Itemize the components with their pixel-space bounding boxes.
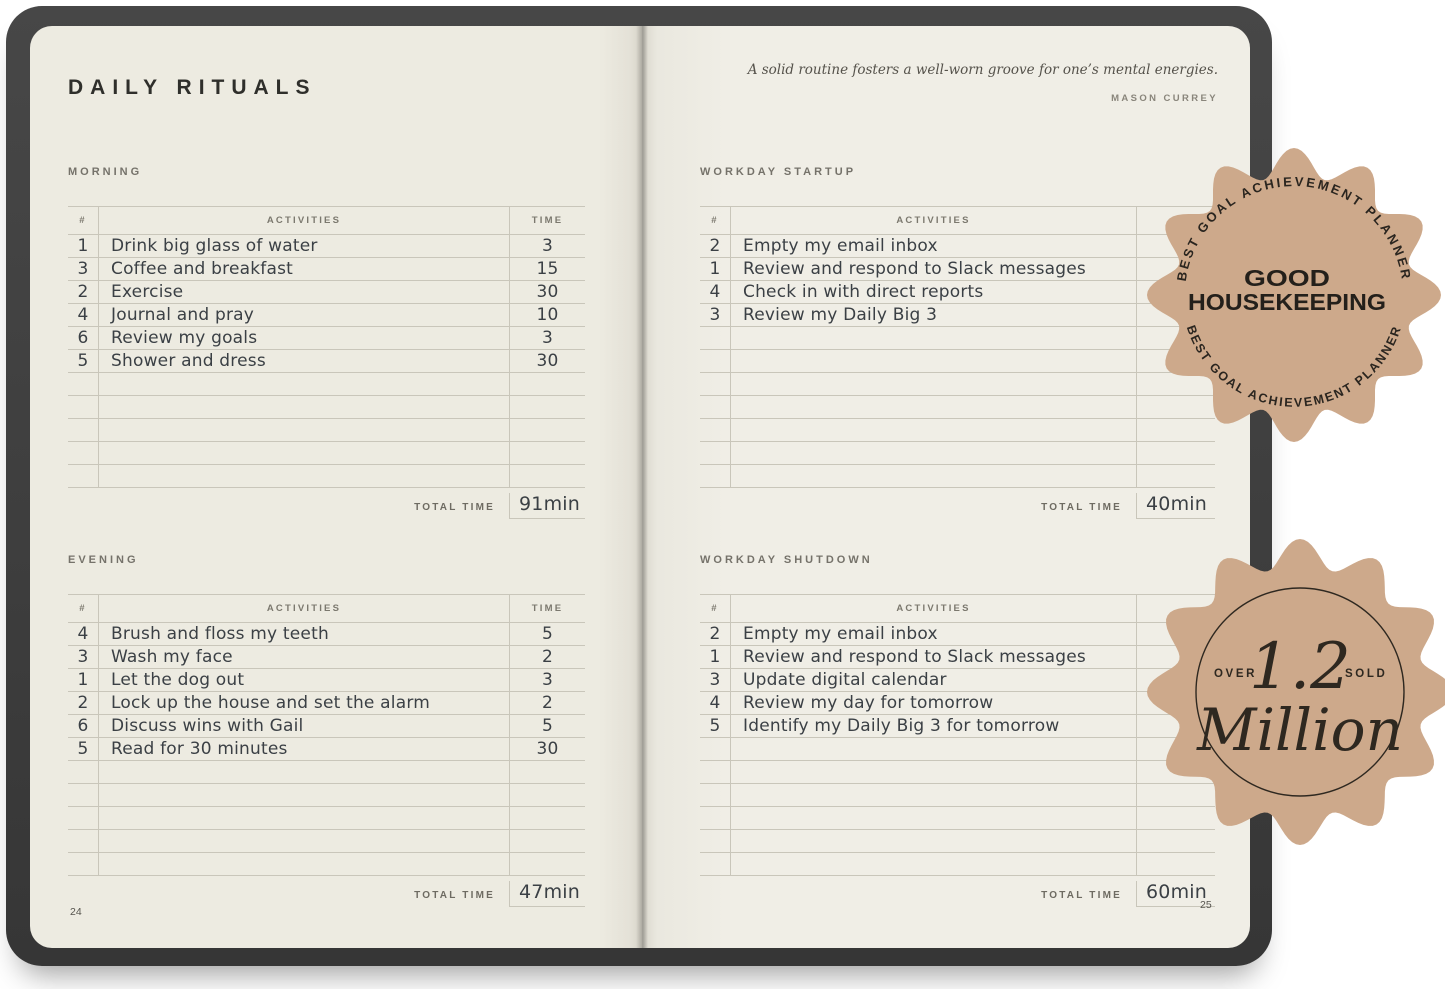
table-empty-row bbox=[68, 419, 585, 442]
table-empty-row bbox=[68, 784, 585, 807]
row-time: 2 bbox=[541, 693, 554, 713]
table-empty-row bbox=[700, 761, 1215, 784]
row-priority-number bbox=[700, 830, 731, 852]
section-label-evening: EVENING bbox=[68, 554, 139, 566]
row-activity bbox=[731, 442, 1137, 464]
badge-center-line1: GOOD bbox=[1244, 265, 1330, 291]
table-empty-row bbox=[700, 738, 1215, 761]
row-time: 10 bbox=[536, 305, 559, 325]
workday-shutdown-total-row bbox=[700, 879, 1215, 907]
row-time bbox=[1137, 465, 1215, 487]
col-header-time: TIME bbox=[531, 603, 564, 614]
row-activity: Shower and dress bbox=[99, 350, 510, 372]
row-priority-number: 2 bbox=[700, 623, 731, 645]
row-time bbox=[510, 442, 585, 464]
table-empty-row bbox=[68, 396, 585, 419]
badge-million-text: Million bbox=[1197, 696, 1403, 764]
row-priority-number bbox=[700, 350, 731, 372]
row-priority-number: 3 bbox=[700, 669, 731, 691]
col-header-num: # bbox=[68, 207, 99, 234]
table-empty-row bbox=[700, 784, 1215, 807]
table-row bbox=[700, 281, 1215, 304]
total-time-label: TOTAL TIME bbox=[414, 502, 495, 513]
row-priority-number: 4 bbox=[700, 692, 731, 714]
row-time: 3 bbox=[541, 328, 554, 348]
table-empty-row bbox=[700, 853, 1215, 876]
row-priority-number: 1 bbox=[68, 669, 99, 691]
row-activity bbox=[731, 807, 1137, 829]
row-priority-number: 4 bbox=[68, 304, 99, 326]
row-priority-number: 1 bbox=[68, 235, 99, 257]
row-activity bbox=[731, 465, 1137, 487]
col-header-time: TIME bbox=[531, 215, 564, 226]
row-activity: Read for 30 minutes bbox=[99, 738, 510, 760]
total-time-label: TOTAL TIME bbox=[414, 890, 495, 901]
row-priority-number bbox=[68, 853, 99, 875]
row-priority-number bbox=[700, 761, 731, 783]
row-time bbox=[510, 853, 585, 875]
row-time bbox=[510, 419, 585, 441]
row-priority-number: 3 bbox=[68, 646, 99, 668]
table-header-row bbox=[700, 207, 1215, 235]
row-activity bbox=[99, 761, 510, 783]
row-priority-number: 5 bbox=[700, 715, 731, 737]
row-activity bbox=[99, 442, 510, 464]
evening-total-row bbox=[68, 879, 585, 907]
col-header-num: # bbox=[700, 595, 731, 622]
section-morning bbox=[68, 166, 585, 519]
morning-total-row bbox=[68, 491, 585, 519]
row-activity: Discuss wins with Gail bbox=[99, 715, 510, 737]
table-empty-row bbox=[700, 350, 1215, 373]
row-priority-number bbox=[700, 373, 731, 395]
morning-table bbox=[68, 206, 585, 488]
row-time: 15 bbox=[536, 259, 559, 279]
row-priority-number bbox=[700, 419, 731, 441]
row-activity: Identify my Daily Big 3 for tomorrow bbox=[731, 715, 1137, 737]
table-row bbox=[68, 623, 585, 646]
total-time-label: TOTAL TIME bbox=[1041, 890, 1122, 901]
row-time: 5 bbox=[541, 716, 554, 736]
row-priority-number bbox=[68, 807, 99, 829]
row-priority-number: 2 bbox=[68, 692, 99, 714]
total-time-value: 91min bbox=[509, 493, 585, 519]
row-priority-number: 2 bbox=[68, 281, 99, 303]
row-time bbox=[510, 396, 585, 418]
row-activity bbox=[99, 853, 510, 875]
table-empty-row bbox=[68, 465, 585, 488]
row-time bbox=[510, 761, 585, 783]
row-activity bbox=[99, 807, 510, 829]
table-row bbox=[700, 669, 1215, 692]
row-activity: Review and respond to Slack messages bbox=[731, 646, 1137, 668]
notebook-spine bbox=[636, 26, 648, 948]
row-priority-number bbox=[700, 853, 731, 875]
row-priority-number bbox=[700, 327, 731, 349]
row-time bbox=[510, 465, 585, 487]
total-time-value: 60min bbox=[1136, 881, 1215, 907]
page-number-left: 24 bbox=[70, 906, 82, 918]
section-workday-startup bbox=[700, 166, 1215, 519]
table-row bbox=[68, 715, 585, 738]
row-priority-number bbox=[700, 784, 731, 806]
table-empty-row bbox=[700, 419, 1215, 442]
row-activity: Brush and floss my teeth bbox=[99, 623, 510, 645]
row-priority-number bbox=[700, 807, 731, 829]
page-number-right: 25 bbox=[1200, 899, 1212, 911]
row-activity bbox=[731, 419, 1137, 441]
row-priority-number bbox=[68, 373, 99, 395]
table-row bbox=[68, 646, 585, 669]
table-empty-row bbox=[68, 761, 585, 784]
badge-center-line2: HOUSEKEEPING bbox=[1188, 289, 1386, 315]
table-empty-row bbox=[700, 327, 1215, 350]
table-row bbox=[700, 235, 1215, 258]
row-activity bbox=[731, 350, 1137, 372]
row-priority-number bbox=[68, 419, 99, 441]
row-time: 3 bbox=[541, 236, 554, 256]
table-empty-row bbox=[700, 830, 1215, 853]
col-header-activities: ACTIVITIES bbox=[731, 595, 1137, 622]
row-time: 5 bbox=[541, 624, 554, 644]
row-activity: Coffee and breakfast bbox=[99, 258, 510, 280]
section-evening bbox=[68, 554, 585, 907]
total-time-value: 47min bbox=[509, 881, 585, 907]
quote-text: A solid routine fosters a well-worn groove for one’s mental energies. bbox=[747, 62, 1218, 78]
row-activity bbox=[99, 373, 510, 395]
table-empty-row bbox=[700, 373, 1215, 396]
row-time: 30 bbox=[536, 351, 559, 371]
row-activity: Wash my face bbox=[99, 646, 510, 668]
col-header-activities: ACTIVITIES bbox=[99, 595, 510, 622]
table-row bbox=[68, 327, 585, 350]
row-time bbox=[510, 784, 585, 806]
table-row bbox=[700, 692, 1215, 715]
table-row bbox=[700, 715, 1215, 738]
page-title: DAILY RITUALS bbox=[68, 76, 317, 99]
row-priority-number bbox=[700, 396, 731, 418]
row-time: 3 bbox=[541, 670, 554, 690]
row-activity bbox=[731, 327, 1137, 349]
col-header-num: # bbox=[700, 207, 731, 234]
table-empty-row bbox=[68, 830, 585, 853]
table-row bbox=[68, 235, 585, 258]
row-priority-number bbox=[68, 784, 99, 806]
section-workday-shutdown bbox=[700, 554, 1215, 907]
row-activity bbox=[99, 396, 510, 418]
table-empty-row bbox=[700, 396, 1215, 419]
quote-attribution: MASON CURREY bbox=[1111, 93, 1218, 104]
table-row bbox=[700, 258, 1215, 281]
table-empty-row bbox=[700, 807, 1215, 830]
row-priority-number bbox=[700, 738, 731, 760]
row-activity bbox=[731, 738, 1137, 760]
badge-over-text: OVER bbox=[1214, 668, 1257, 680]
table-row bbox=[68, 738, 585, 761]
table-empty-row bbox=[700, 465, 1215, 488]
row-priority-number: 1 bbox=[700, 646, 731, 668]
row-priority-number: 3 bbox=[68, 258, 99, 280]
section-label-workday-startup: WORKDAY STARTUP bbox=[700, 166, 857, 178]
workday-shutdown-table bbox=[700, 594, 1215, 876]
row-activity: Review and respond to Slack messages bbox=[731, 258, 1137, 280]
row-time: 30 bbox=[536, 739, 559, 759]
row-activity bbox=[99, 784, 510, 806]
row-activity: Empty my email inbox bbox=[731, 235, 1137, 257]
row-activity bbox=[731, 784, 1137, 806]
row-activity bbox=[731, 761, 1137, 783]
row-priority-number: 6 bbox=[68, 327, 99, 349]
row-time bbox=[1137, 853, 1215, 875]
million-sold-badge bbox=[1140, 532, 1445, 852]
row-activity: Drink big glass of water bbox=[99, 235, 510, 257]
table-row bbox=[700, 623, 1215, 646]
table-row bbox=[700, 304, 1215, 327]
table-header-row bbox=[700, 595, 1215, 623]
table-header-row bbox=[68, 207, 585, 235]
col-header-num: # bbox=[68, 595, 99, 622]
row-activity: Review my Daily Big 3 bbox=[731, 304, 1137, 326]
table-row bbox=[68, 258, 585, 281]
row-activity: Journal and pray bbox=[99, 304, 510, 326]
good-housekeeping-badge bbox=[1139, 140, 1445, 450]
row-activity: Update digital calendar bbox=[731, 669, 1137, 691]
row-activity bbox=[99, 465, 510, 487]
row-activity: Exercise bbox=[99, 281, 510, 303]
row-activity: Let the dog out bbox=[99, 669, 510, 691]
row-activity bbox=[731, 396, 1137, 418]
row-priority-number bbox=[68, 396, 99, 418]
table-row bbox=[68, 669, 585, 692]
table-row bbox=[68, 350, 585, 373]
row-activity: Review my goals bbox=[99, 327, 510, 349]
table-empty-row bbox=[68, 373, 585, 396]
row-time bbox=[510, 373, 585, 395]
total-time-label: TOTAL TIME bbox=[1041, 502, 1122, 513]
col-header-activities: ACTIVITIES bbox=[99, 207, 510, 234]
row-activity bbox=[99, 830, 510, 852]
row-activity bbox=[731, 373, 1137, 395]
row-priority-number: 2 bbox=[700, 235, 731, 257]
row-time bbox=[510, 830, 585, 852]
workday-startup-total-row bbox=[700, 491, 1215, 519]
evening-table bbox=[68, 594, 585, 876]
badge-ring-text-bottom: BEST GOAL ACHIEVEMENT PLANNER bbox=[1183, 323, 1405, 410]
table-empty-row bbox=[68, 807, 585, 830]
row-activity: Check in with direct reports bbox=[731, 281, 1137, 303]
badge-sold-text: SOLD bbox=[1345, 668, 1388, 680]
row-priority-number bbox=[68, 442, 99, 464]
table-empty-row bbox=[68, 853, 585, 876]
table-row bbox=[68, 692, 585, 715]
row-activity bbox=[731, 830, 1137, 852]
row-priority-number bbox=[68, 761, 99, 783]
row-activity: Lock up the house and set the alarm bbox=[99, 692, 510, 714]
row-priority-number bbox=[700, 465, 731, 487]
row-time: 30 bbox=[536, 282, 559, 302]
row-priority-number: 5 bbox=[68, 738, 99, 760]
row-time: 2 bbox=[541, 647, 554, 667]
row-priority-number: 4 bbox=[700, 281, 731, 303]
row-activity: Review my day for tomorrow bbox=[731, 692, 1137, 714]
table-row bbox=[68, 281, 585, 304]
section-label-morning: MORNING bbox=[68, 166, 143, 178]
row-priority-number: 1 bbox=[700, 258, 731, 280]
row-priority-number bbox=[68, 465, 99, 487]
table-row bbox=[700, 646, 1215, 669]
row-activity bbox=[99, 419, 510, 441]
badge-number-text: 1.2 bbox=[1249, 630, 1351, 704]
badge-ring-text-top: BEST GOAL ACHIEVEMENT PLANNER bbox=[1173, 173, 1415, 283]
section-label-workday-shutdown: WORKDAY SHUTDOWN bbox=[700, 554, 873, 566]
table-empty-row bbox=[68, 442, 585, 465]
row-priority-number: 4 bbox=[68, 623, 99, 645]
row-priority-number: 3 bbox=[700, 304, 731, 326]
row-time bbox=[510, 807, 585, 829]
table-row bbox=[68, 304, 585, 327]
total-time-value: 40min bbox=[1136, 493, 1215, 519]
row-activity bbox=[731, 853, 1137, 875]
col-header-activities: ACTIVITIES bbox=[731, 207, 1137, 234]
row-activity: Empty my email inbox bbox=[731, 623, 1137, 645]
row-priority-number: 6 bbox=[68, 715, 99, 737]
row-priority-number bbox=[700, 442, 731, 464]
table-header-row bbox=[68, 595, 585, 623]
table-empty-row bbox=[700, 442, 1215, 465]
workday-startup-table bbox=[700, 206, 1215, 488]
row-priority-number bbox=[68, 830, 99, 852]
row-priority-number: 5 bbox=[68, 350, 99, 372]
